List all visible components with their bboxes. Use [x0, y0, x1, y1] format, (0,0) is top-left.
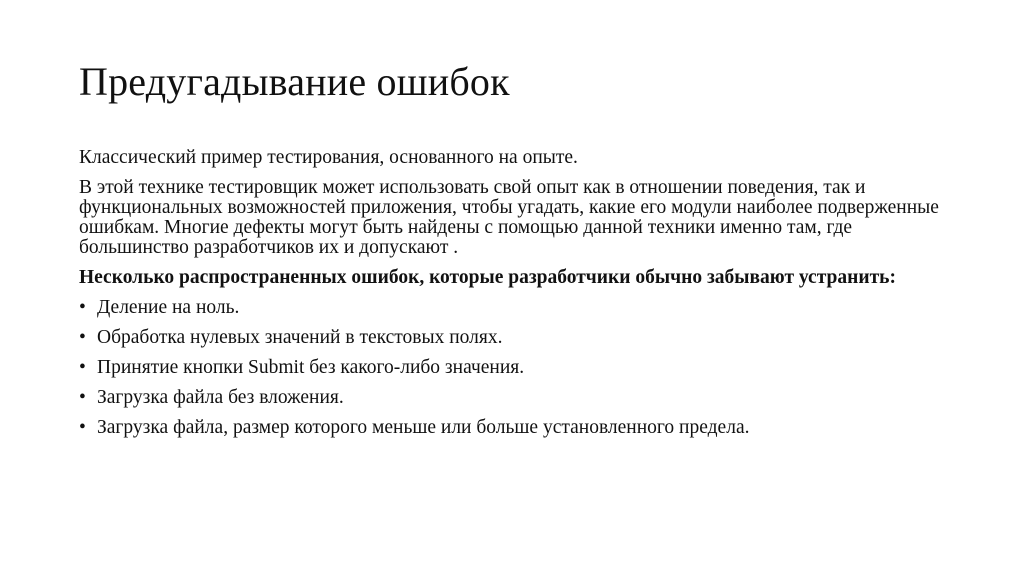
bullet-icon: •	[79, 387, 86, 408]
list-item	[79, 388, 959, 408]
list-item-text: Принятие кнопки Submit без какого-либо значения.	[97, 357, 525, 378]
list-item	[79, 358, 959, 378]
slide-title: Предугадывание ошибок	[79, 59, 510, 104]
slide-body	[79, 148, 959, 448]
list-item	[79, 298, 959, 318]
list-item	[79, 418, 959, 438]
list-item-text: Загрузка файла, размер которого меньше или больше установленного предела.	[97, 417, 750, 438]
bullet-icon: •	[79, 297, 86, 318]
list-item-text: Обработка нулевых значений в текстовых полях.	[97, 327, 503, 348]
intro-paragraph: Классический пример тестирования, основанного на опыте.	[79, 147, 578, 168]
bullet-icon: •	[79, 417, 86, 438]
list-item	[79, 328, 959, 348]
bullet-icon: •	[79, 327, 86, 348]
common-errors-heading: Несколько распространенных ошибок, которые разработчики обычно забывают устранить:	[79, 267, 896, 288]
technique-paragraph: В этой технике тестировщик может использовать свой опыт как в отношении поведения, так и функциональных возможностей приложения, чтобы угадать, какие его модули наиболее подверженные ошибкам. Многие дефекты могут быть найдены с помощью данной техники именно там, где большинство разработчиков их и допускают .	[79, 177, 939, 258]
list-item-text: Загрузка файла без вложения.	[97, 387, 344, 408]
error-list	[79, 298, 959, 438]
list-item-text: Деление на ноль.	[97, 297, 240, 318]
bullet-icon: •	[79, 357, 86, 378]
